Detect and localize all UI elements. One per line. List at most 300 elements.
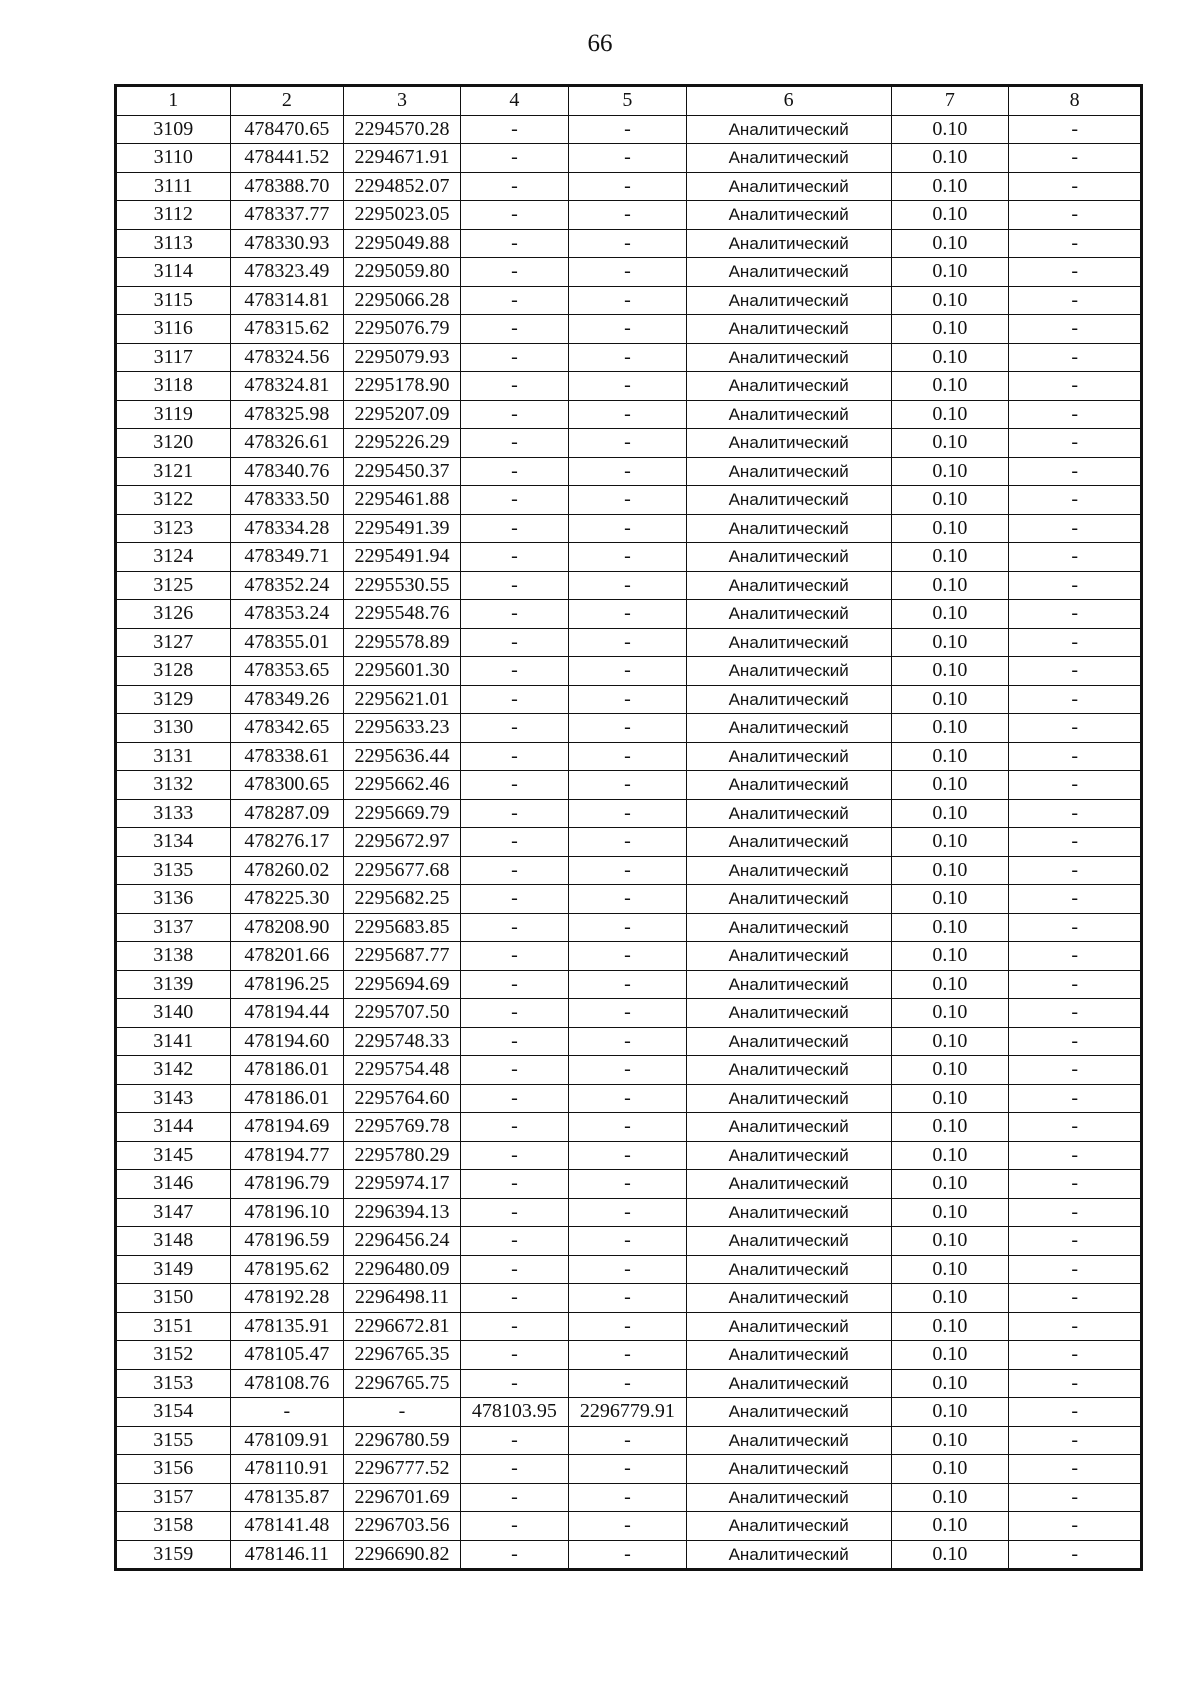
y-coordinate-cell: 2295049.88 [344,229,461,258]
y-coordinate-cell: 2295764.60 [344,1084,461,1113]
coordinates-table [114,84,1143,1571]
note-cell: - [1009,571,1142,600]
method-cell: Аналитический [686,258,891,287]
x-coordinate-alt-cell: - [460,1455,568,1484]
precision-cell: 0.10 [891,1056,1009,1085]
method-cell: Аналитический [686,514,891,543]
point-number-cell: 3148 [116,1227,231,1256]
y-coordinate-alt-cell: - [569,970,687,999]
precision-cell: 0.10 [891,1113,1009,1142]
precision-cell: 0.10 [891,543,1009,572]
point-number-cell: 3138 [116,942,231,971]
note-cell: - [1009,514,1142,543]
point-number-cell: 3143 [116,1084,231,1113]
precision-cell: 0.10 [891,258,1009,287]
table-row [116,1312,1142,1341]
method-cell: Аналитический [686,115,891,144]
y-coordinate-cell: 2295530.55 [344,571,461,600]
x-coordinate-alt-cell: - [460,913,568,942]
note-cell: - [1009,1341,1142,1370]
method-cell: Аналитический [686,486,891,515]
y-coordinate-cell: 2295769.78 [344,1113,461,1142]
table-row [116,828,1142,857]
y-coordinate-cell: 2295621.01 [344,685,461,714]
x-coordinate-cell: 478196.59 [230,1227,344,1256]
y-coordinate-cell: 2295059.80 [344,258,461,287]
precision-cell: 0.10 [891,315,1009,344]
note-cell: - [1009,1056,1142,1085]
y-coordinate-alt-cell: - [569,1426,687,1455]
note-cell: - [1009,543,1142,572]
note-cell: - [1009,999,1142,1028]
point-number-cell: 3126 [116,600,231,629]
x-coordinate-alt-cell: - [460,115,568,144]
x-coordinate-alt-cell: - [460,1284,568,1313]
x-coordinate-cell: 478186.01 [230,1056,344,1085]
note-cell: - [1009,828,1142,857]
point-number-cell: 3156 [116,1455,231,1484]
x-coordinate-alt-cell: - [460,1141,568,1170]
point-number-cell: 3125 [116,571,231,600]
column-header: 7 [891,86,1009,116]
note-cell: - [1009,172,1142,201]
y-coordinate-alt-cell: - [569,372,687,401]
table-row [116,1284,1142,1313]
table-row [116,970,1142,999]
point-number-cell: 3118 [116,372,231,401]
x-coordinate-cell: 478192.28 [230,1284,344,1313]
precision-cell: 0.10 [891,1540,1009,1570]
point-number-cell: 3147 [116,1198,231,1227]
note-cell: - [1009,400,1142,429]
y-coordinate-cell: 2295066.28 [344,286,461,315]
x-coordinate-cell: - [230,1398,344,1427]
method-cell: Аналитический [686,1084,891,1113]
x-coordinate-cell: 478146.11 [230,1540,344,1570]
y-coordinate-cell: 2295076.79 [344,315,461,344]
table-row [116,543,1142,572]
table-row [116,799,1142,828]
point-number-cell: 3151 [116,1312,231,1341]
x-coordinate-alt-cell: - [460,600,568,629]
method-cell: Аналитический [686,172,891,201]
precision-cell: 0.10 [891,1312,1009,1341]
precision-cell: 0.10 [891,400,1009,429]
point-number-cell: 3113 [116,229,231,258]
table-row [116,1426,1142,1455]
table-row [116,600,1142,629]
table-body [116,115,1142,1570]
table-row [116,1255,1142,1284]
x-coordinate-cell: 478196.79 [230,1170,344,1199]
note-cell: - [1009,1027,1142,1056]
point-number-cell: 3114 [116,258,231,287]
point-number-cell: 3139 [116,970,231,999]
point-number-cell: 3123 [116,514,231,543]
y-coordinate-alt-cell: - [569,1056,687,1085]
x-coordinate-cell: 478135.91 [230,1312,344,1341]
point-number-cell: 3122 [116,486,231,515]
method-cell: Аналитический [686,942,891,971]
y-coordinate-alt-cell: - [569,315,687,344]
method-cell: Аналитический [686,913,891,942]
point-number-cell: 3134 [116,828,231,857]
x-coordinate-cell: 478260.02 [230,856,344,885]
y-coordinate-cell: 2296780.59 [344,1426,461,1455]
precision-cell: 0.10 [891,628,1009,657]
y-coordinate-cell: 2295687.77 [344,942,461,971]
precision-cell: 0.10 [891,885,1009,914]
y-coordinate-alt-cell: - [569,1512,687,1541]
y-coordinate-alt-cell: - [569,201,687,230]
precision-cell: 0.10 [891,1227,1009,1256]
x-coordinate-alt-cell: - [460,714,568,743]
column-header: 1 [116,86,231,116]
x-coordinate-alt-cell: - [460,1227,568,1256]
point-number-cell: 3158 [116,1512,231,1541]
x-coordinate-cell: 478333.50 [230,486,344,515]
note-cell: - [1009,657,1142,686]
y-coordinate-cell: 2295754.48 [344,1056,461,1085]
y-coordinate-cell: 2296394.13 [344,1198,461,1227]
y-coordinate-alt-cell: - [569,1141,687,1170]
x-coordinate-alt-cell: - [460,514,568,543]
y-coordinate-cell: 2295672.97 [344,828,461,857]
y-coordinate-alt-cell: - [569,144,687,173]
x-coordinate-cell: 478105.47 [230,1341,344,1370]
table-row [116,714,1142,743]
precision-cell: 0.10 [891,1455,1009,1484]
x-coordinate-alt-cell: - [460,828,568,857]
note-cell: - [1009,942,1142,971]
point-number-cell: 3110 [116,144,231,173]
method-cell: Аналитический [686,771,891,800]
method-cell: Аналитический [686,400,891,429]
table-row [116,885,1142,914]
y-coordinate-alt-cell: - [569,600,687,629]
method-cell: Аналитический [686,1312,891,1341]
y-coordinate-cell: 2295662.46 [344,771,461,800]
table-row [116,742,1142,771]
y-coordinate-cell: 2295683.85 [344,913,461,942]
method-cell: Аналитический [686,144,891,173]
column-header: 4 [460,86,568,116]
table-row [116,1483,1142,1512]
x-coordinate-alt-cell: - [460,201,568,230]
y-coordinate-cell: 2295748.33 [344,1027,461,1056]
note-cell: - [1009,1312,1142,1341]
point-number-cell: 3117 [116,343,231,372]
point-number-cell: 3116 [116,315,231,344]
method-cell: Аналитический [686,742,891,771]
point-number-cell: 3111 [116,172,231,201]
x-coordinate-cell: 478353.65 [230,657,344,686]
table-row [116,1170,1142,1199]
y-coordinate-alt-cell: - [569,457,687,486]
x-coordinate-alt-cell: - [460,1113,568,1142]
note-cell: - [1009,1455,1142,1484]
precision-cell: 0.10 [891,1483,1009,1512]
point-number-cell: 3153 [116,1369,231,1398]
note-cell: - [1009,970,1142,999]
table-row [116,486,1142,515]
x-coordinate-cell: 478208.90 [230,913,344,942]
x-coordinate-cell: 478338.61 [230,742,344,771]
note-cell: - [1009,1141,1142,1170]
point-number-cell: 3133 [116,799,231,828]
y-coordinate-alt-cell: - [569,1284,687,1313]
x-coordinate-alt-cell: - [460,1369,568,1398]
note-cell: - [1009,685,1142,714]
x-coordinate-cell: 478196.25 [230,970,344,999]
note-cell: - [1009,1540,1142,1570]
point-number-cell: 3154 [116,1398,231,1427]
precision-cell: 0.10 [891,457,1009,486]
y-coordinate-cell: 2296456.24 [344,1227,461,1256]
column-header: 6 [686,86,891,116]
y-coordinate-alt-cell: - [569,942,687,971]
point-number-cell: 3124 [116,543,231,572]
y-coordinate-cell: 2295226.29 [344,429,461,458]
note-cell: - [1009,799,1142,828]
y-coordinate-cell: 2296765.75 [344,1369,461,1398]
point-number-cell: 3142 [116,1056,231,1085]
y-coordinate-cell: 2296765.35 [344,1341,461,1370]
table-row [116,343,1142,372]
y-coordinate-cell: 2295491.94 [344,543,461,572]
y-coordinate-cell: 2294570.28 [344,115,461,144]
y-coordinate-alt-cell: - [569,1341,687,1370]
table-row [116,1369,1142,1398]
table-row [116,457,1142,486]
y-coordinate-cell: 2296703.56 [344,1512,461,1541]
precision-cell: 0.10 [891,343,1009,372]
point-number-cell: 3140 [116,999,231,1028]
note-cell: - [1009,258,1142,287]
y-coordinate-alt-cell: - [569,1540,687,1570]
method-cell: Аналитический [686,372,891,401]
note-cell: - [1009,1369,1142,1398]
x-coordinate-cell: 478195.62 [230,1255,344,1284]
x-coordinate-cell: 478194.69 [230,1113,344,1142]
x-coordinate-cell: 478108.76 [230,1369,344,1398]
note-cell: - [1009,1170,1142,1199]
y-coordinate-alt-cell: - [569,1198,687,1227]
y-coordinate-cell: 2295023.05 [344,201,461,230]
note-cell: - [1009,1512,1142,1541]
x-coordinate-cell: 478325.98 [230,400,344,429]
method-cell: Аналитический [686,1141,891,1170]
x-coordinate-alt-cell: - [460,1341,568,1370]
precision-cell: 0.10 [891,999,1009,1028]
table-row [116,1455,1142,1484]
x-coordinate-alt-cell: - [460,343,568,372]
x-coordinate-alt-cell: - [460,258,568,287]
note-cell: - [1009,343,1142,372]
table-row [116,685,1142,714]
x-coordinate-cell: 478342.65 [230,714,344,743]
point-number-cell: 3130 [116,714,231,743]
x-coordinate-cell: 478330.93 [230,229,344,258]
precision-cell: 0.10 [891,1141,1009,1170]
table-row [116,1113,1142,1142]
table-row [116,571,1142,600]
note-cell: - [1009,856,1142,885]
y-coordinate-cell: 2295207.09 [344,400,461,429]
y-coordinate-alt-cell: - [569,885,687,914]
x-coordinate-alt-cell: - [460,1512,568,1541]
y-coordinate-alt-cell: - [569,1312,687,1341]
x-coordinate-alt-cell: 478103.95 [460,1398,568,1427]
x-coordinate-cell: 478326.61 [230,429,344,458]
method-cell: Аналитический [686,828,891,857]
x-coordinate-cell: 478470.65 [230,115,344,144]
x-coordinate-alt-cell: - [460,1255,568,1284]
y-coordinate-alt-cell: - [569,742,687,771]
y-coordinate-alt-cell: - [569,628,687,657]
note-cell: - [1009,1113,1142,1142]
x-coordinate-cell: 478349.71 [230,543,344,572]
y-coordinate-alt-cell: - [569,172,687,201]
precision-cell: 0.10 [891,286,1009,315]
x-coordinate-cell: 478352.24 [230,571,344,600]
y-coordinate-alt-cell: - [569,286,687,315]
y-coordinate-alt-cell: - [569,1227,687,1256]
note-cell: - [1009,315,1142,344]
method-cell: Аналитический [686,1113,891,1142]
x-coordinate-cell: 478110.91 [230,1455,344,1484]
table-row [116,913,1142,942]
point-number-cell: 3120 [116,429,231,458]
y-coordinate-alt-cell: - [569,1483,687,1512]
x-coordinate-cell: 478334.28 [230,514,344,543]
x-coordinate-alt-cell: - [460,543,568,572]
x-coordinate-cell: 478337.77 [230,201,344,230]
precision-cell: 0.10 [891,856,1009,885]
method-cell: Аналитический [686,628,891,657]
y-coordinate-alt-cell: - [569,543,687,572]
y-coordinate-cell: 2295669.79 [344,799,461,828]
y-coordinate-cell: - [344,1398,461,1427]
point-number-cell: 3131 [116,742,231,771]
x-coordinate-cell: 478340.76 [230,457,344,486]
method-cell: Аналитический [686,885,891,914]
x-coordinate-cell: 478135.87 [230,1483,344,1512]
x-coordinate-alt-cell: - [460,1056,568,1085]
y-coordinate-cell: 2295682.25 [344,885,461,914]
x-coordinate-alt-cell: - [460,885,568,914]
y-coordinate-alt-cell: - [569,913,687,942]
y-coordinate-cell: 2295636.44 [344,742,461,771]
y-coordinate-alt-cell: - [569,828,687,857]
precision-cell: 0.10 [891,942,1009,971]
x-coordinate-alt-cell: - [460,486,568,515]
method-cell: Аналитический [686,315,891,344]
note-cell: - [1009,1398,1142,1427]
y-coordinate-alt-cell: - [569,685,687,714]
note-cell: - [1009,600,1142,629]
table-row [116,258,1142,287]
x-coordinate-cell: 478355.01 [230,628,344,657]
note-cell: - [1009,628,1142,657]
table-row [116,1540,1142,1570]
x-coordinate-cell: 478323.49 [230,258,344,287]
table-row [116,315,1142,344]
table-row [116,856,1142,885]
note-cell: - [1009,115,1142,144]
precision-cell: 0.10 [891,1284,1009,1313]
x-coordinate-alt-cell: - [460,799,568,828]
y-coordinate-alt-cell: - [569,429,687,458]
x-coordinate-cell: 478324.56 [230,343,344,372]
precision-cell: 0.10 [891,1027,1009,1056]
table-row [116,429,1142,458]
x-coordinate-alt-cell: - [460,429,568,458]
y-coordinate-alt-cell: - [569,229,687,258]
precision-cell: 0.10 [891,372,1009,401]
precision-cell: 0.10 [891,771,1009,800]
x-coordinate-alt-cell: - [460,628,568,657]
x-coordinate-cell: 478225.30 [230,885,344,914]
method-cell: Аналитический [686,1455,891,1484]
precision-cell: 0.10 [891,229,1009,258]
y-coordinate-cell: 2295450.37 [344,457,461,486]
y-coordinate-alt-cell: - [569,1255,687,1284]
point-number-cell: 3119 [116,400,231,429]
column-header: 8 [1009,86,1142,116]
y-coordinate-cell: 2295548.76 [344,600,461,629]
x-coordinate-alt-cell: - [460,1198,568,1227]
point-number-cell: 3146 [116,1170,231,1199]
y-coordinate-alt-cell: - [569,258,687,287]
method-cell: Аналитический [686,1426,891,1455]
y-coordinate-cell: 2295461.88 [344,486,461,515]
precision-cell: 0.10 [891,172,1009,201]
method-cell: Аналитический [686,1170,891,1199]
method-cell: Аналитический [686,543,891,572]
y-coordinate-alt-cell: - [569,714,687,743]
x-coordinate-cell: 478441.52 [230,144,344,173]
method-cell: Аналитический [686,1540,891,1570]
header-row [116,86,1142,116]
table-row [116,771,1142,800]
point-number-cell: 3149 [116,1255,231,1284]
point-number-cell: 3152 [116,1341,231,1370]
precision-cell: 0.10 [891,144,1009,173]
point-number-cell: 3128 [116,657,231,686]
precision-cell: 0.10 [891,1369,1009,1398]
point-number-cell: 3157 [116,1483,231,1512]
table-row [116,514,1142,543]
point-number-cell: 3127 [116,628,231,657]
x-coordinate-cell: 478276.17 [230,828,344,857]
x-coordinate-cell: 478186.01 [230,1084,344,1113]
x-coordinate-cell: 478109.91 [230,1426,344,1455]
precision-cell: 0.10 [891,685,1009,714]
method-cell: Аналитический [686,343,891,372]
table-row [116,286,1142,315]
column-header: 5 [569,86,687,116]
precision-cell: 0.10 [891,828,1009,857]
precision-cell: 0.10 [891,799,1009,828]
y-coordinate-alt-cell: - [569,799,687,828]
method-cell: Аналитический [686,1483,891,1512]
precision-cell: 0.10 [891,486,1009,515]
y-coordinate-alt-cell: - [569,1369,687,1398]
x-coordinate-alt-cell: - [460,1170,568,1199]
x-coordinate-alt-cell: - [460,1483,568,1512]
table-row [116,1198,1142,1227]
